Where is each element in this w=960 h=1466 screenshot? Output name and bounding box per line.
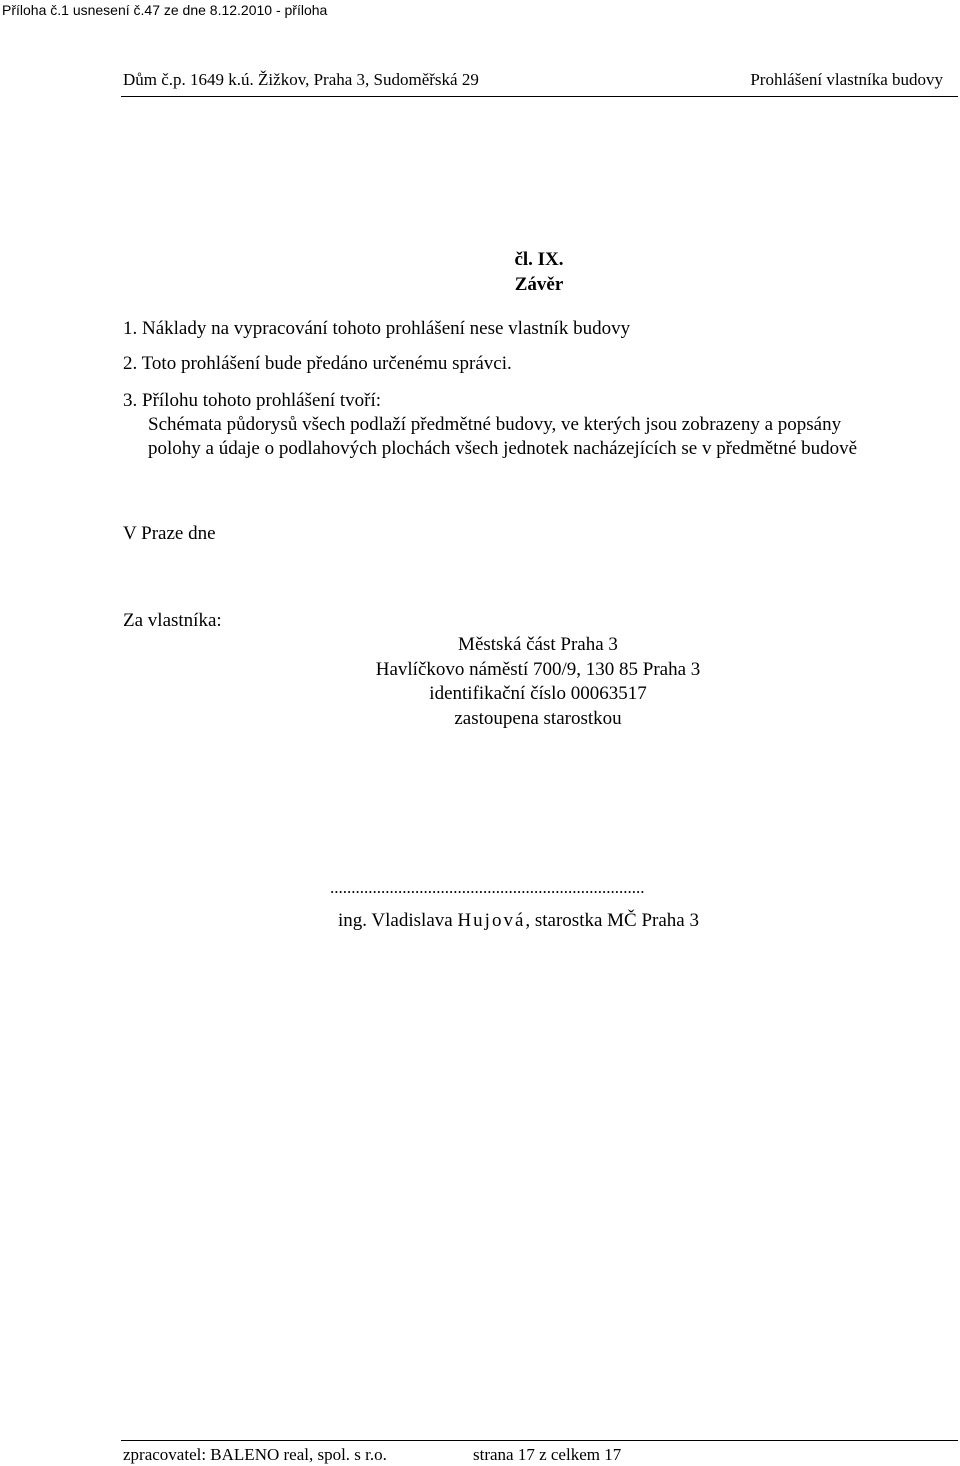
footer-divider bbox=[121, 1440, 958, 1441]
signatory-name bbox=[338, 910, 699, 932]
place-and-date: V Praze dne bbox=[123, 523, 216, 544]
header-divider bbox=[121, 96, 958, 97]
list-item-handover: 2. Toto prohlášení bude předáno určenému správci. bbox=[123, 353, 512, 374]
signatory-title: , starostka MČ Praha 3 bbox=[525, 910, 699, 931]
signature-line: .......................................................................... bbox=[330, 878, 645, 897]
signatory-name-prefix: ing. Vladislava bbox=[338, 910, 458, 931]
signatory-surname: Hujová bbox=[457, 910, 526, 931]
attachment-note: Příloha č.1 usnesení č.47 ze dne 8.12.2010 - příloha bbox=[2, 2, 328, 18]
owner-name: Městská část Praha 3 bbox=[458, 634, 618, 655]
owner-id-number: identifikační číslo 00063517 bbox=[429, 683, 647, 704]
owner-representation: zastoupena starostkou bbox=[454, 708, 622, 729]
list-item-attachment: 3. Přílohu tohoto prohlášení tvoří: bbox=[123, 390, 382, 411]
header-building-address: Dům č.p. 1649 k.ú. Žižkov, Praha 3, Sudoměřská 29 bbox=[123, 70, 479, 89]
footer-processor: zpracovatel: BALENO real, spol. s r.o. bbox=[123, 1445, 387, 1464]
article-title: Závěr bbox=[514, 274, 564, 295]
attachment-description-line-2: polohy a údaje o podlahových plochách všech jednotek nacházejících se v předmětné budově bbox=[148, 438, 858, 459]
article-number: čl. IX. bbox=[514, 249, 564, 270]
owner-label: Za vlastníka: bbox=[123, 610, 222, 631]
list-item-costs: 1. Náklady na vypracování tohoto prohlášení nese vlastník budovy bbox=[123, 318, 631, 339]
owner-address: Havlíčkovo náměstí 700/9, 130 85 Praha 3 bbox=[375, 659, 701, 680]
attachment-description-line-1: Schémata půdorysů všech podlaží předmětné budovy, ve kterých jsou zobrazeny a popsány bbox=[148, 414, 842, 435]
footer-page-number: strana 17 z celkem 17 bbox=[473, 1445, 622, 1464]
header-document-title: Prohlášení vlastníka budovy bbox=[750, 70, 943, 89]
